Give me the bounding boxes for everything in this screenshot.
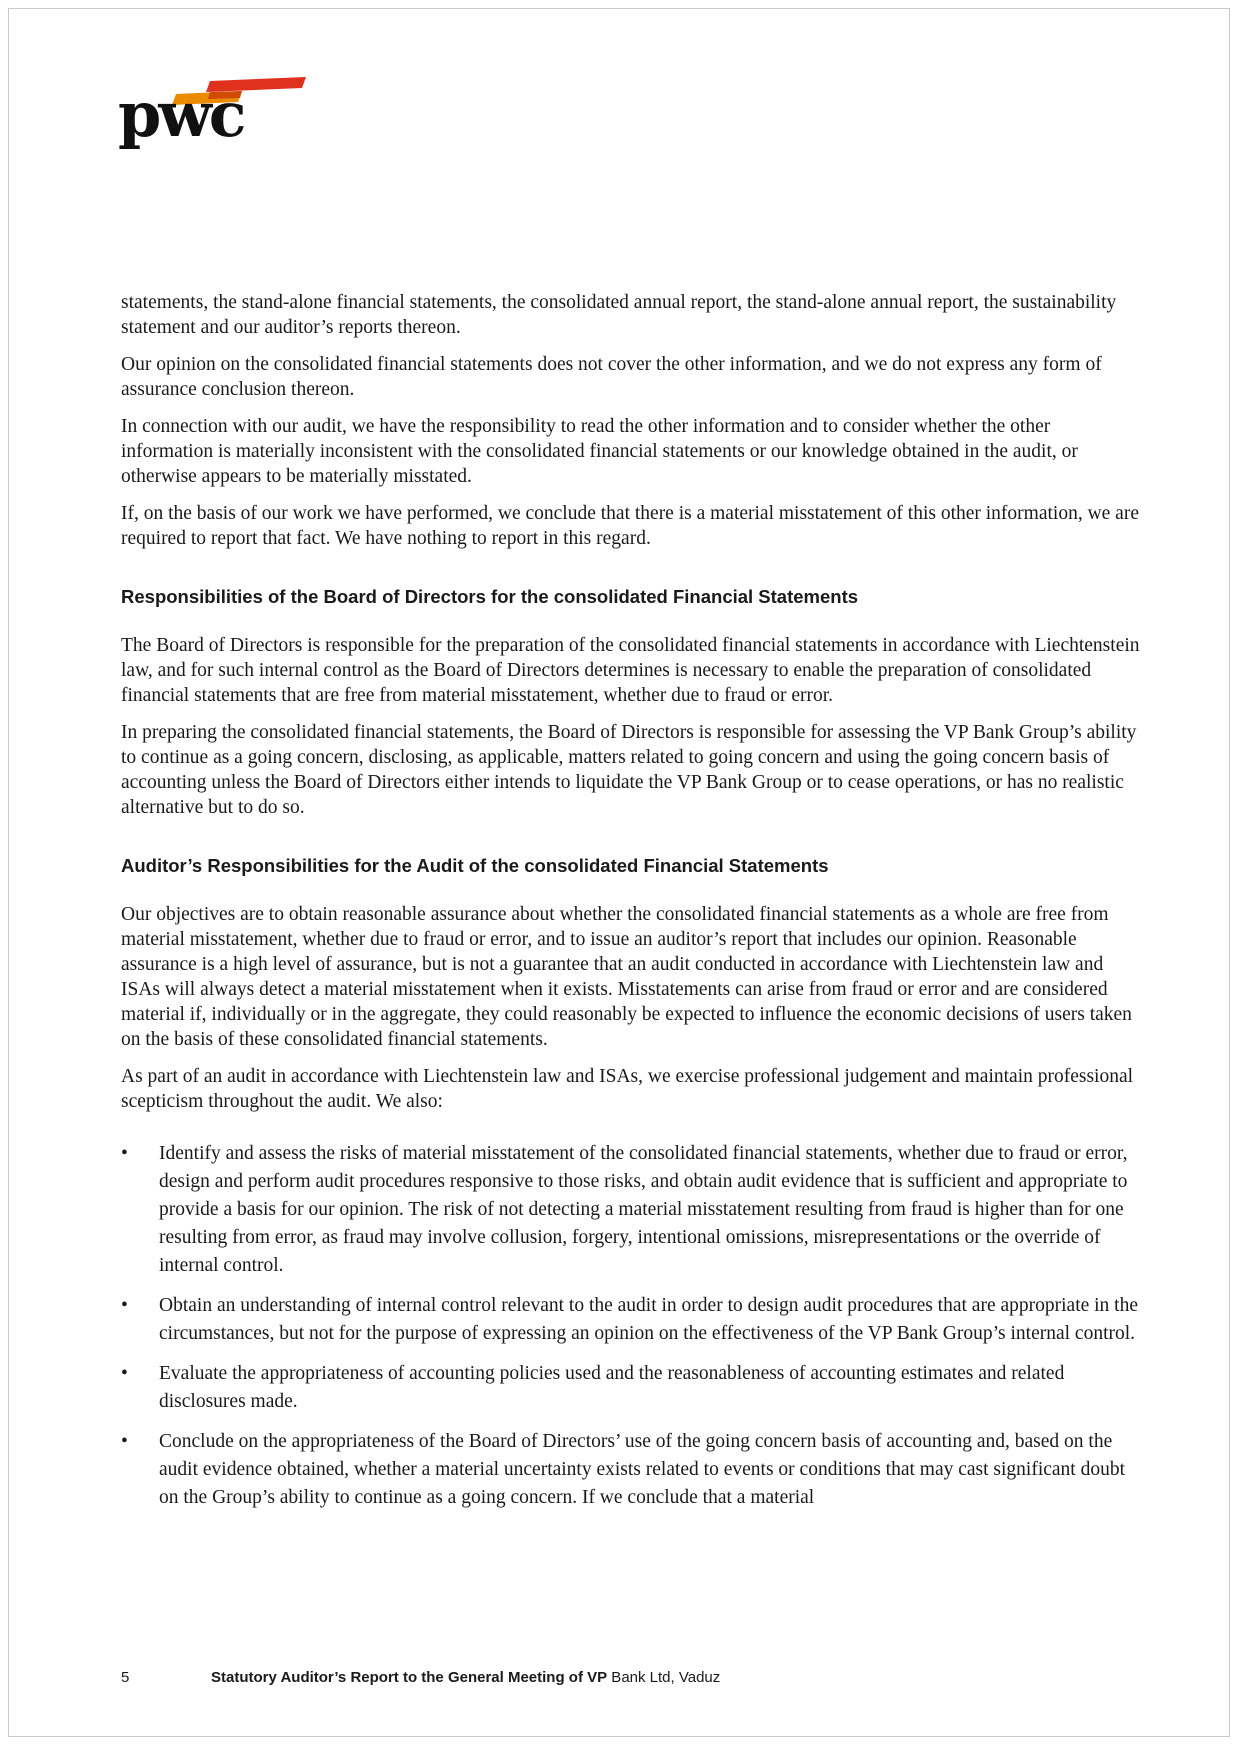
- list-item: [121, 1428, 1141, 1512]
- paragraph-opinion-scope: Our opinion on the consolidated financial statements does not cover the other information, and we do not express any form of assurance conclusion thereon.: [121, 354, 1102, 400]
- list-item-text: Obtain an understanding of internal control relevant to the audit in order to design audit procedures that are appropriate in the circumstances, but not for the purpose of expressing an opinion on the effectiveness of the VP Bank Group’s internal control.: [159, 1295, 1139, 1344]
- page-number: 5: [121, 1669, 130, 1686]
- paragraph-report-finding: If, on the basis of our work we have performed, we conclude that there is a material misstatement of this other information, we are required to report that fact. We have nothing to report in this regard.: [121, 503, 1139, 549]
- paragraph-auditor-objectives: Our objectives are to obtain reasonable assurance about whether the consolidated financial statements as a whole are free from material misstatement, whether due to fraud or error, and to issue an auditor’s report that includes our opinion. Reasonable assurance is a high level of assurance, but is not a guarantee that an audit conducted in accordance with Liechtenstein law and ISAs will always detect a material misstatement when it exists. Misstatements can arise from fraud or error and are considered material if, individually or in the aggregate, they could reasonably be expected to influence the economic decisions of users taken on the basis of these consolidated financial statements.: [121, 904, 1132, 1050]
- bullet-icon: •: [121, 1431, 128, 1452]
- pwc-logo-mark: [118, 72, 318, 172]
- footer-title-bold: Statutory Auditor’s Report to the General Meeting of VP: [211, 1669, 608, 1686]
- list-item: [121, 1292, 1141, 1348]
- logo-wordmark: pwc: [118, 78, 244, 151]
- paragraph-auditor-judgement: As part of an audit in accordance with Liechtenstein law and ISAs, we exercise professional judgement and maintain professional scepticism throughout the audit. We also:: [121, 1066, 1134, 1112]
- list-item-text: Evaluate the appropriateness of accounting policies used and the reasonableness of accounting estimates and related disclosures made.: [159, 1363, 1065, 1412]
- heading-board-responsibilities: Responsibilities of the Board of Directors for the consolidated Financial Statements: [121, 586, 859, 607]
- bullet-icon: •: [121, 1143, 128, 1164]
- pwc-logo: [118, 72, 318, 172]
- audit-procedures-list: [121, 1140, 1141, 1512]
- heading-auditor-responsibilities: Auditor’s Responsibilities for the Audit of the consolidated Financial Statements: [121, 855, 829, 876]
- list-item-text: Conclude on the appropriateness of the Board of Directors’ use of the going concern basis of accounting and, based on the audit evidence obtained, whether a material uncertainty exists related to events or conditions that may cast significant doubt on the Group’s ability to continue as a going concern. If we conclude that a material: [159, 1431, 1126, 1508]
- paragraph-read-responsibility: In connection with our audit, we have the responsibility to read the other information and to consider whether the other information is materially inconsistent with the consolidated financial statements or our knowledge obtained in the audit, or otherwise appears to be materially misstated.: [121, 416, 1078, 487]
- list-item: [121, 1140, 1141, 1280]
- bullet-icon: •: [121, 1295, 128, 1316]
- paragraph-board-preparation: The Board of Directors is responsible for the preparation of the consolidated financial statements in accordance with Liechtenstein law, and for such internal control as the Board of Directors determines is necessary to enable the preparation of consolidated financial statements that are free from material misstatement, whether due to fraud or error.: [121, 635, 1140, 706]
- list-item: [121, 1360, 1141, 1416]
- report-body: [121, 290, 1141, 1524]
- bullet-icon: •: [121, 1363, 128, 1384]
- paragraph-board-going-concern: In preparing the consolidated financial statements, the Board of Directors is responsible for assessing the VP Bank Group’s ability to continue as a going concern, disclosing, as applicable, matters related to going concern and using the going concern basis of accounting unless the Board of Directors either intends to liquidate the VP Bank Group or to cease operations, or has no realistic alternative but to do so.: [121, 722, 1137, 818]
- page-footer: [121, 1668, 720, 1688]
- list-item-text: Identify and assess the risks of material misstatement of the consolidated financial statements, whether due to fraud or error, design and perform audit procedures responsive to those risks, and obtain audit evidence that is sufficient and appropriate to provide a basis for our opinion. The risk of not detecting a material misstatement resulting from fraud is higher than for one resulting from error, as fraud may involve collusion, forgery, intentional omissions, misrepresentations or the override of internal control.: [159, 1143, 1128, 1276]
- footer-title-regular: Bank Ltd, Vaduz: [607, 1669, 721, 1686]
- paragraph-other-info-intro: statements, the stand-alone financial statements, the consolidated annual report, the stand-alone annual report, the sustainability statement and our auditor’s reports thereon.: [121, 292, 1117, 338]
